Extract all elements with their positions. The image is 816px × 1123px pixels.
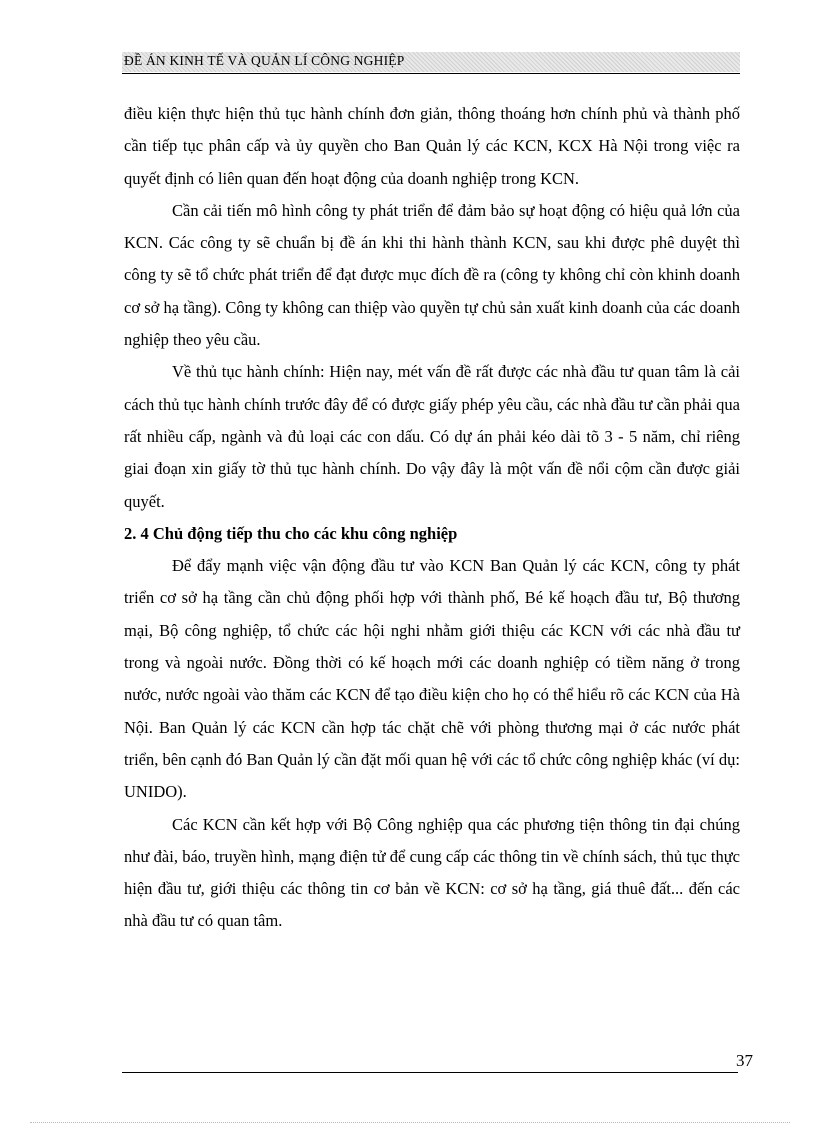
paragraph-continuation: điều kiện thực hiện thủ tục hành chính đơn giản, thông thoáng hơn chính phủ và thành phố cần tiếp tục phân cấp và ủy quyền cho Ban Quản lý các KCN, KCX Hà Nội trong việc ra quyết định có liên quan đến hoạt động của doanh nghiệp trong KCN. [124, 104, 740, 188]
running-header: ĐỀ ÁN KINH TẾ VÀ QUẢN LÍ CÔNG NGHIỆP [124, 53, 405, 68]
paragraph-company-model: Cần cải tiến mô hình công ty phát triển để đảm bảo sự hoạt động có hiệu quả lớn của KCN. Các công ty sẽ chuẩn bị đề án khi thi hành thành KCN, sau khi được phê duyệt thì công ty sẽ tổ chức phát triển để đạt được mục đích đề ra (công ty không chỉ còn khinh doanh cơ sở hạ tầng). Công ty không can thiệp vào quyền tự chủ sản xuất kinh doanh của các doanh nghiệp theo yêu cầu. [124, 200, 740, 350]
page-number: 37 [736, 1051, 753, 1070]
page-body [124, 98, 740, 938]
header-divider [122, 73, 740, 74]
paragraph-administrative-procedures: Về thủ tục hành chính: Hiện nay, mét vấn đề rất được các nhà đầu tư quan tâm là cải cách thủ tục hành chính trước đây để có được giấy phép yêu cầu, các nhà đầu tư cần phải qua rất nhiều cấp, ngành và đủ loại các con dấu. Có dự án phải kéo dài tõ 3 - 5 năm, chỉ riêng giai đoạn xin giấy tờ thủ tục hành chính. Do vậy đây là một vấn đề nổi cộm cần được giải quyết. [124, 362, 740, 511]
paragraph-media-cooperation: Các KCN cần kết hợp với Bộ Công nghiệp qua các phương tiện thông tin đại chúng như đài, báo, truyền hình, mạng điện tử để cung cấp các thông tin về chính sách, thủ tục thực hiện đầu tư, giới thiệu các thông tin cơ bản về KCN: cơ sở hạ tầng, giá thuê đất... đến các nhà đầu tư có quan tâm. [124, 814, 740, 931]
section-heading: 2. 4 Chủ động tiếp thu cho các khu công nghiệp [124, 523, 458, 543]
paragraph-investment-promotion: Để đẩy mạnh việc vận động đầu tư vào KCN Ban Quản lý các KCN, công ty phát triển cơ sở hạ tầng cần chủ động phối hợp với thành phố, Bé kế hoạch đầu tư, Bộ thương mại, Bộ công nghiệp, tổ chức các hội nghi nhằm giới thiệu các KCN với các nhà đầu tư trong và ngoài nước. Đồng thời có kế hoạch mới các doanh nghiệp có tiềm năng ở trong nước, nước ngoài vào thăm các KCN để tạo điều kiện cho họ có thể hiểu rõ các KCN của Hà Nội. Ban Quản lý các KCN cần hợp tác chặt chẽ với phòng thương mại ở các nước phát triển, bên cạnh đó Ban Quản lý cần đặt mối quan hệ với các tổ chức công nghiệp khác (ví dụ: UNIDO). [124, 556, 740, 802]
footer-divider [122, 1072, 738, 1073]
